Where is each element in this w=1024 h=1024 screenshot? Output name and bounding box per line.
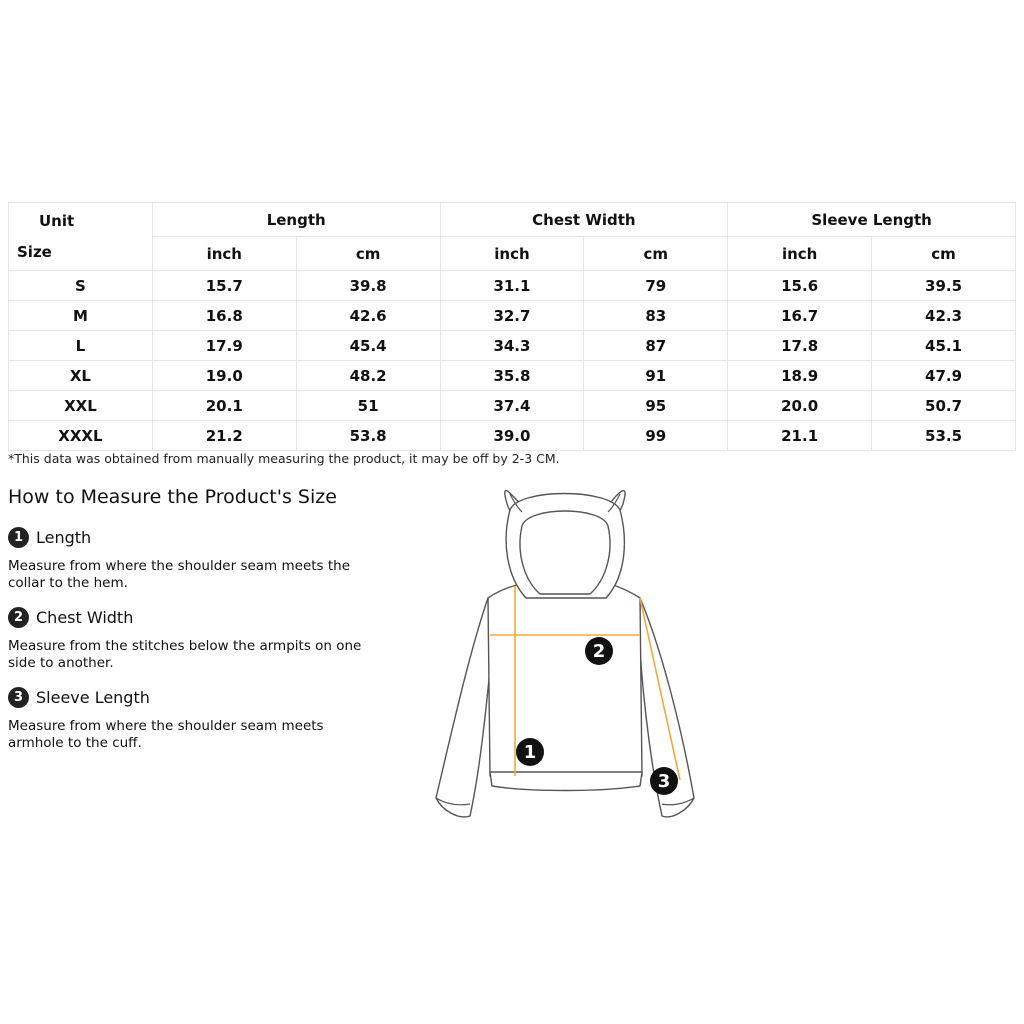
value-cell: 53.5: [872, 421, 1016, 451]
value-cell: 53.8: [296, 421, 440, 451]
value-cell: 42.6: [296, 301, 440, 331]
value-cell: 16.8: [152, 301, 296, 331]
value-cell: 45.4: [296, 331, 440, 361]
step-description-length: Measure from where the shoulder seam meets the collar to the hem.: [8, 558, 351, 591]
value-cell: 79: [584, 271, 728, 301]
unit-header: inch: [440, 237, 584, 271]
value-cell: 50.7: [872, 391, 1016, 421]
value-cell: 39.0: [440, 421, 584, 451]
step-name: Length: [36, 528, 92, 547]
step-heading-chest-width: [8, 607, 133, 628]
marker-three: [650, 767, 678, 795]
step-description-sleeve-length: Measure from where the shoulder seam meets armhole to the cuff.: [8, 718, 324, 751]
value-cell: 17.8: [728, 331, 872, 361]
hoodie-measurement-diagram: [430, 480, 700, 825]
marker-label: 2: [592, 641, 606, 662]
value-cell: 87: [584, 331, 728, 361]
value-cell: 15.7: [152, 271, 296, 301]
value-cell: 31.1: [440, 271, 584, 301]
value-cell: 99: [584, 421, 728, 451]
value-cell: 16.7: [728, 301, 872, 331]
measurement-disclaimer: *This data was obtained from manually measuring the product, it may be off by 2-3 CM.: [8, 451, 560, 466]
value-cell: 37.4: [440, 391, 584, 421]
marker-label: 3: [657, 771, 671, 792]
size-cell: L: [9, 331, 153, 361]
table-row: [9, 361, 1016, 391]
hoodie-outline: [436, 491, 694, 817]
value-cell: 21.1: [728, 421, 872, 451]
corner-unit-label: Unit: [39, 212, 75, 230]
unit-header: inch: [728, 237, 872, 271]
size-cell: S: [9, 271, 153, 301]
value-cell: 48.2: [296, 361, 440, 391]
unit-header: inch: [152, 237, 296, 271]
number-three-badge: 3: [8, 687, 29, 708]
value-cell: 91: [584, 361, 728, 391]
value-cell: 47.9: [872, 361, 1016, 391]
value-cell: 32.7: [440, 301, 584, 331]
value-cell: 83: [584, 301, 728, 331]
value-cell: 42.3: [872, 301, 1016, 331]
group-header-sleeve-length: Sleeve Length: [728, 203, 1016, 237]
size-cell: XXXL: [9, 421, 153, 451]
marker-two: [585, 637, 613, 665]
step-heading-length: [8, 527, 91, 548]
marker-label: 1: [523, 742, 537, 763]
guide-title: How to Measure the Product's Size: [8, 486, 337, 508]
number-one-badge: 1: [8, 527, 29, 548]
size-cell: XL: [9, 361, 153, 391]
value-cell: 34.3: [440, 331, 584, 361]
table-header-groups: [9, 203, 1016, 237]
value-cell: 35.8: [440, 361, 584, 391]
value-cell: 51: [296, 391, 440, 421]
unit-header: cm: [296, 237, 440, 271]
size-chart-table: [8, 202, 1016, 451]
value-cell: 17.9: [152, 331, 296, 361]
value-cell: 15.6: [728, 271, 872, 301]
group-header-chest-width: Chest Width: [440, 203, 728, 237]
table-corner-cell: [9, 203, 153, 271]
value-cell: 18.9: [728, 361, 872, 391]
table-row: [9, 421, 1016, 451]
step-heading-sleeve-length: [8, 687, 150, 708]
group-header-length: Length: [152, 203, 440, 237]
number-two-badge: 2: [8, 607, 29, 628]
unit-header: cm: [584, 237, 728, 271]
value-cell: 19.0: [152, 361, 296, 391]
value-cell: 21.2: [152, 421, 296, 451]
table-row: [9, 301, 1016, 331]
step-description-chest-width: Measure from the stitches below the armpits on one side to another.: [8, 638, 362, 671]
marker-one: [516, 738, 544, 766]
step-name: Sleeve Length: [36, 688, 150, 707]
table-row: [9, 391, 1016, 421]
size-cell: XXL: [9, 391, 153, 421]
table-header-units: [9, 237, 1016, 271]
value-cell: 20.1: [152, 391, 296, 421]
size-cell: M: [9, 301, 153, 331]
value-cell: 45.1: [872, 331, 1016, 361]
unit-header: cm: [872, 237, 1016, 271]
value-cell: 39.8: [296, 271, 440, 301]
table-row: [9, 331, 1016, 361]
table-row: [9, 271, 1016, 301]
step-name: Chest Width: [36, 608, 134, 627]
value-cell: 95: [584, 391, 728, 421]
corner-size-label: Size: [17, 243, 52, 261]
value-cell: 39.5: [872, 271, 1016, 301]
value-cell: 20.0: [728, 391, 872, 421]
